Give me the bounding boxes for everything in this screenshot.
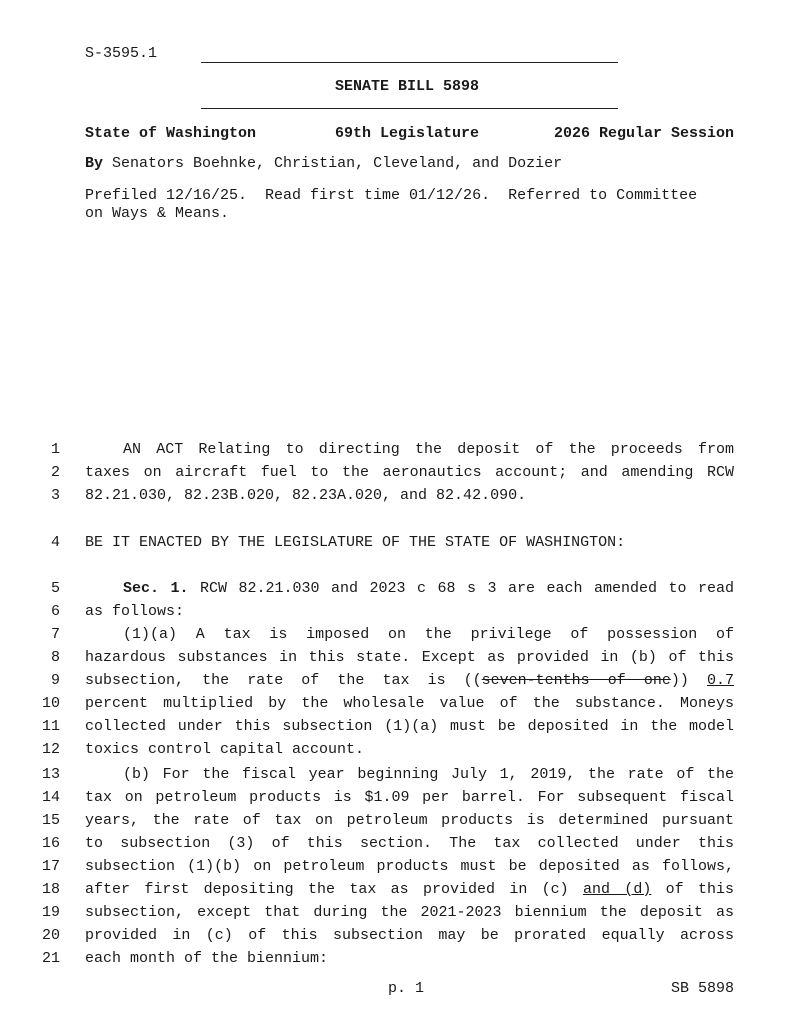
body-line-18 — [85, 878, 734, 901]
line-number: 3 — [50, 487, 60, 504]
body-line-13: (b) For the fiscal year beginning July 1, 2019, the rate of the — [123, 766, 734, 783]
section-number: Sec. 1. — [123, 580, 189, 597]
line-number: 4 — [50, 534, 60, 551]
state-label: State of Washington — [85, 125, 257, 142]
session-label: 2026 Regular Session — [553, 125, 734, 142]
line-number: 8 — [50, 649, 60, 666]
line-number: 14 — [41, 789, 60, 806]
section-intro: RCW 82.21.030 and 2023 c 68 s 3 are each amended to read — [200, 580, 734, 597]
line-number: 12 — [41, 741, 60, 758]
body-line-20: provided in (c) of this subsection may be prorated equally across — [85, 927, 734, 944]
prefiled-line-2: on Ways & Means. — [85, 205, 230, 222]
line-number: 10 — [41, 695, 60, 712]
line-number: 2 — [50, 464, 60, 481]
body-line-1: AN ACT Relating to directing the deposit of the proceeds from — [123, 441, 734, 458]
prefiled-line-1: Prefiled 12/16/25. Read first time 01/12/26. Referred to Committee — [85, 187, 698, 204]
inserted-text: and (d) — [582, 881, 652, 898]
sponsors: Senators Boehnke, Christian, Cleveland, and Dozier — [112, 155, 563, 172]
line-number: 16 — [41, 835, 60, 852]
line-number: 19 — [41, 904, 60, 921]
line-number: 5 — [50, 580, 60, 597]
enacting-clause: BE IT ENACTED BY THE LEGISLATURE OF THE STATE OF WASHINGTON: — [85, 534, 626, 551]
line-number: 9 — [50, 672, 60, 689]
bill-title: SENATE BILL 5898 — [335, 78, 480, 95]
line-number: 13 — [41, 766, 60, 783]
line-number: 15 — [41, 812, 60, 829]
body-line-17: subsection (1)(b) on petroleum products must be deposited as follows, — [85, 858, 734, 875]
line-number: 18 — [41, 881, 60, 898]
sponsors-prefix: By — [85, 155, 104, 172]
body-line-9 — [85, 669, 734, 692]
body-line-7: (1)(a) A tax is imposed on the privilege of possession of — [123, 626, 734, 643]
deleted-text: seven-tenths of one — [481, 672, 671, 689]
body-line-6: as follows: — [85, 603, 185, 620]
page-number: p. 1 — [388, 980, 425, 997]
body-line-8: hazardous substances in this state. Except as provided in (b) of this — [85, 649, 734, 666]
body-line-2: taxes on aircraft fuel to the aeronautics account; and amending RCW — [85, 464, 734, 481]
rate-text-close: )) — [670, 672, 689, 689]
body-line-11: collected under this subsection (1)(a) must be deposited in the model — [85, 718, 734, 735]
body-line-14: tax on petroleum products is $1.09 per barrel. For subsequent fiscal — [85, 789, 734, 806]
line-number: 11 — [41, 718, 60, 735]
inserted-text: 0.7 — [706, 672, 734, 689]
line-number: 20 — [41, 927, 60, 944]
line-number: 17 — [41, 858, 60, 875]
rate-text: subsection, the rate of the tax is (( — [85, 672, 482, 689]
body-line-15: years, the rate of tax on petroleum products is determined pursuant — [85, 812, 734, 829]
footer-bill-number: SB 5898 — [670, 980, 734, 997]
body-line-3: 82.21.030, 82.23B.020, 82.23A.020, and 82.42.090. — [85, 487, 527, 504]
line-number: 1 — [50, 441, 60, 458]
deposit-text: after first depositing the tax as provided in (c) — [85, 881, 569, 898]
deposit-text-end: of this — [665, 881, 734, 898]
document-code: S-3595.1 — [85, 45, 158, 62]
top-rule — [201, 62, 618, 63]
sponsors-line — [85, 152, 562, 175]
line-number: 6 — [50, 603, 60, 620]
body-line-5 — [85, 577, 734, 600]
body-line-19: subsection, except that during the 2021-2023 biennium the deposit as — [85, 904, 734, 921]
body-line-12: toxics control capital account. — [85, 741, 365, 758]
body-line-21: each month of the biennium: — [85, 950, 329, 967]
legislature-label: 69th Legislature — [335, 125, 480, 142]
bottom-rule — [201, 108, 618, 109]
line-number: 7 — [50, 626, 60, 643]
line-number: 21 — [41, 950, 60, 967]
body-line-16: to subsection (3) of this section. The tax collected under this — [85, 835, 734, 852]
body-line-10: percent multiplied by the wholesale value of the substance. Moneys — [85, 695, 734, 712]
